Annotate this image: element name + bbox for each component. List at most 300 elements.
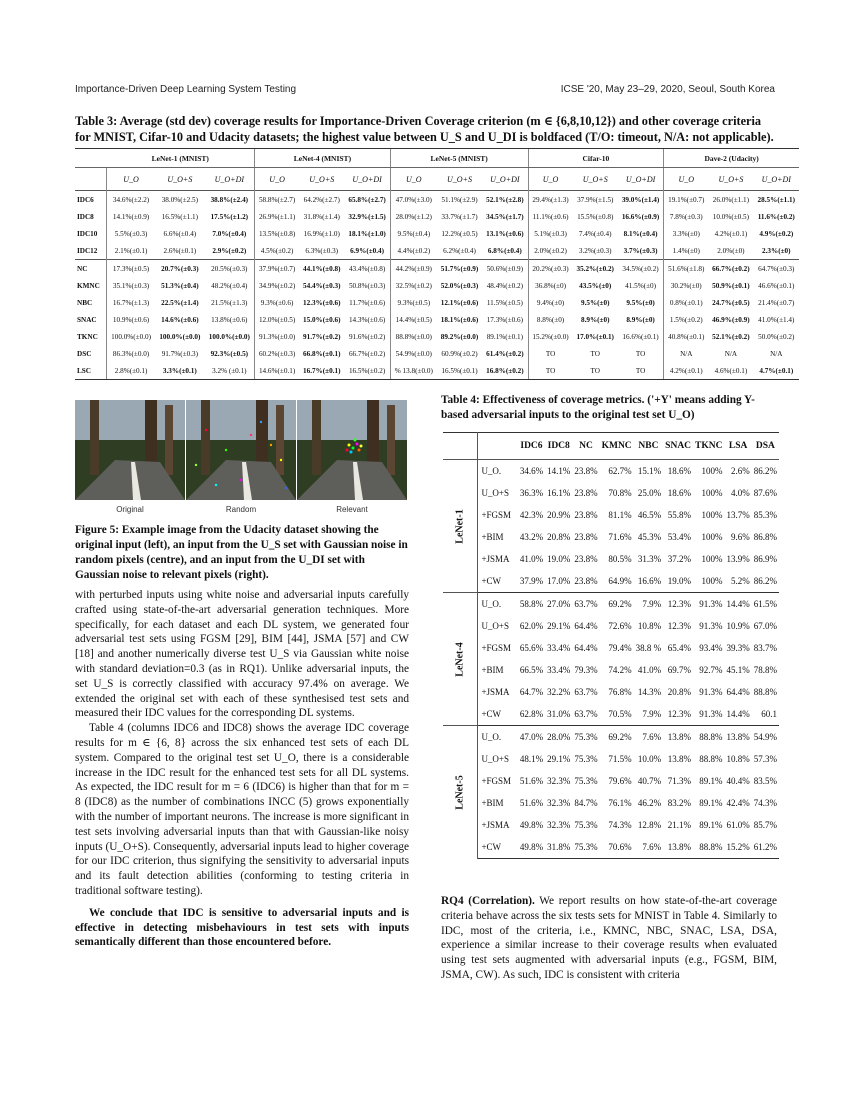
table3-cell: 3.2% (±0.1)	[205, 362, 255, 380]
table3-row-label: NBC	[77, 298, 93, 307]
table4-cell: 29.1%	[547, 754, 571, 764]
table4-cell: 85.7%	[753, 820, 777, 830]
table4-row-label: +BIM	[481, 532, 504, 542]
table4-row-label: +CW	[478, 836, 518, 859]
table4-cell: 91.3%	[699, 621, 723, 631]
table3-cell: 11.7%(±0.6)	[349, 298, 386, 307]
table4-row	[443, 659, 779, 681]
table3-cell: 3.2%(±0.3)	[578, 246, 612, 255]
table3-cell: 16.7%(±1.3)	[107, 294, 156, 311]
table4-cell: 64.4%	[574, 621, 598, 631]
table4-cell: 63.7%	[572, 703, 599, 726]
table3-subheader: U_O+DI	[490, 174, 520, 184]
table3-cell: 64.7%(±0.3)	[754, 260, 799, 278]
table4-row-label: +CW	[478, 703, 518, 726]
table4-cell: 81.1%	[608, 510, 632, 520]
table4-cell: 12.8%	[637, 820, 662, 830]
table4-cell: 10.8%	[726, 754, 750, 764]
table4-cell: 15.1%	[634, 460, 664, 483]
table4-row	[443, 615, 779, 637]
table3-subheader: U_O	[528, 168, 573, 191]
table4-row-label: +CW	[478, 570, 518, 593]
table3-model-header: Cifar-10	[528, 149, 664, 168]
table4-cell: 27.0%	[545, 593, 572, 616]
running-head-left: Importance-Driven Deep Learning System Testing	[75, 84, 297, 95]
table4-row	[443, 792, 779, 814]
table3-cell: 54.4%(±0.3)	[303, 281, 341, 290]
table3-cell: 3.3%(±0)	[664, 225, 709, 242]
table3-cell: 17.3%(±0.6)	[486, 315, 523, 324]
table4-cell: 74.3%	[608, 820, 632, 830]
table4-cell: 13.9%	[726, 554, 750, 564]
table4-cell: 10.8%	[637, 621, 662, 631]
table4-cell: 23.8%	[572, 570, 599, 593]
table4-cell: 86.8%	[753, 532, 777, 542]
table3-cell: 32.9%(±1.5)	[348, 212, 386, 221]
table4-cell: 70.8%	[608, 488, 632, 498]
table4-cell: 31.8%	[545, 836, 572, 859]
table3-row	[75, 260, 799, 278]
table4-row-label: +JSMA	[481, 554, 510, 564]
table3-cell: 8.9%(±0)	[626, 315, 655, 324]
table3-cell: 2.0%(±0)	[717, 246, 745, 255]
table4-col-header: SNAC	[663, 433, 693, 460]
table3-cell: 15.5%(±0.8)	[577, 212, 614, 221]
table4-cell: 46.2%	[637, 798, 662, 808]
table4-row-label: U_O.	[478, 593, 518, 616]
table4-cell: 100%	[693, 460, 724, 483]
table3-cell: 7.0%(±0.4)	[212, 229, 247, 238]
table4-cell: 23.8%	[574, 488, 598, 498]
table4-col-header: TKNC	[693, 433, 724, 460]
table3-row-label: IDC6	[75, 191, 107, 209]
table3-cell: 86.3%(±0.0)	[107, 345, 156, 362]
table4-row-label: +JSMA	[481, 820, 510, 830]
table3-cell: 9.3%(±0.5)	[390, 294, 437, 311]
table4-cell: 48.1%	[519, 754, 544, 764]
table4-cell: 89.1%	[699, 776, 723, 786]
table4-cell: 18.6%	[663, 460, 693, 483]
table3-cell: 1.5%(±0.2)	[664, 311, 709, 328]
table4-cell: 62.0%	[519, 621, 544, 631]
table4-row	[443, 770, 779, 792]
table4-cell: 80.5%	[608, 554, 632, 564]
table4-cell: 7.9%	[634, 593, 664, 616]
table3-cell: 32.5%(±0.2)	[390, 277, 437, 294]
table3-row-label: LSC	[75, 362, 107, 380]
table4-row	[443, 681, 779, 703]
table4-cell: 9.6%	[731, 532, 750, 542]
table3-cell: 91.7%(±0.2)	[303, 332, 341, 341]
table4-cell: 13.8%	[725, 726, 752, 749]
table3-cell: 4.4%(±0.2)	[390, 242, 437, 260]
table3-row-label: TKNC	[77, 332, 98, 341]
table3-cell: 10.0%(±0.5)	[712, 212, 750, 221]
table4-cell: 71.5%	[608, 754, 632, 764]
table3-cell: 17.5%(±1.2)	[210, 212, 249, 221]
table3-cell: 19.1%(±0.7)	[664, 191, 709, 209]
table4-cell: 88.8%	[693, 726, 724, 749]
table4-cell: 88.8%	[699, 754, 723, 764]
table3-cell: 5.1%(±0.3)	[528, 225, 573, 242]
table4-cell: 64.4%	[574, 643, 598, 653]
table4-cell: 12.3%	[667, 621, 692, 631]
table4-cell: 79.6%	[608, 776, 632, 786]
table4-row	[443, 814, 779, 836]
table4-row	[443, 836, 779, 859]
table3-cell: 18.1%(±0.6)	[440, 315, 479, 324]
table4-cell: 15.2%	[725, 836, 752, 859]
table3-cell: 50.9%(±0.1)	[712, 281, 750, 290]
table3-row	[75, 362, 799, 380]
table3-cell: 26.0%(±1.1)	[708, 191, 753, 209]
table4-cell: 74.3%	[753, 798, 777, 808]
table3-cell: 36.8%(±0)	[528, 277, 573, 294]
table3-cell: 52.1%(±0.2)	[712, 332, 750, 341]
paragraph: Table 4 (columns IDC6 and IDC8) shows the average IDC coverage results for m ∈ {6, 8} across the six enhanced test sets of each DL system. Compared to the original test set U_O, there is a considerable increase in the IDC result for the enhanced test sets for all DL systems. As expected, the IDC result for m = 6 (IDC6) is higher than that for m = 8 (IDC8) as the number of combinations INCC (5) grows exponentially with the number of important neurons. The increase is more significant in test sets involving adversarial inputs than that with Gaussian-like noisy inputs (U_O+S). Consequently, adversarial inputs lead to higher coverage for our IDC criterion, thus signifying the sensitivity to adversarial inputs and its fault detection abilities (conforming to testing criteria in traditional software testing).	[75, 722, 409, 897]
table3-cell: 34.9%(±0.2)	[255, 277, 300, 294]
table3-cell: 24.7%(±0.5)	[712, 298, 750, 307]
table3-subheader: U_O	[664, 168, 709, 191]
table4-cell: 37.9%	[518, 570, 545, 593]
table4-cell: 79.3%	[574, 665, 598, 675]
table4-cell: 65.4%	[667, 643, 692, 653]
table3-row	[75, 328, 799, 345]
table3-cell: 20.2%(±0.3)	[528, 260, 573, 278]
table3-cell: 51.1%(±2.9)	[437, 191, 482, 209]
table3-cell: TO	[590, 349, 600, 358]
table4-cell: 16.1%	[547, 488, 571, 498]
table4-cell: 87.6%	[753, 488, 777, 498]
figure5-panel-original	[75, 400, 185, 500]
table4-cell: 51.6%	[519, 776, 544, 786]
table3-cell: 18.1%(±1.0)	[348, 229, 386, 238]
table3-cell: TO	[618, 362, 664, 380]
table3-cell: 100.0%(±0.0)	[208, 332, 250, 341]
table3-cell: 13.1%(±0.6)	[486, 229, 524, 238]
table4-cell: 88.8%	[693, 836, 724, 859]
table4-group-label: LeNet-1	[454, 508, 466, 544]
table4-row	[443, 570, 779, 593]
table4-cell: 42.4%	[726, 798, 750, 808]
table4-group-label: LeNet-4	[454, 641, 466, 677]
table4-cell: 62.8%	[518, 703, 545, 726]
table3-cell: 4.7%(±0.1)	[754, 362, 799, 380]
table4-cell: 34.6%	[518, 460, 545, 483]
table3-cell: 14.4%(±0.5)	[390, 311, 437, 328]
table4-cell: 91.3%	[693, 593, 724, 616]
table3-cell: 51.6%(±1.8)	[664, 260, 709, 278]
table3-cell: TO	[528, 362, 573, 380]
table4-cell: 13.8%	[663, 726, 693, 749]
table4-cell: 69.2%	[600, 726, 634, 749]
table4-row-label: +FGSM	[481, 643, 512, 653]
table4-cell: 13.8%	[667, 754, 692, 764]
table4-corner	[443, 433, 478, 460]
table4-cell: 10.9%	[726, 621, 750, 631]
table4-cell: 74.2%	[608, 665, 632, 675]
table3-cell: 91.6%(±0.2)	[348, 332, 386, 341]
table4-cell: 64.9%	[600, 570, 634, 593]
table3-cell: TO	[635, 349, 646, 358]
table4-cell: 75.3%	[572, 726, 599, 749]
table4-cell: 91.3%	[693, 703, 724, 726]
table3-cell: 12.0%(±0.5)	[255, 311, 300, 328]
table3-subheader: U_O+DI	[625, 174, 656, 184]
table3-cell: 38.8%(±2.4)	[205, 191, 255, 209]
table3-cell: 9.5%(±0)	[626, 298, 655, 307]
table3-row	[75, 242, 799, 260]
table4-group-cell	[443, 460, 478, 593]
table3-cell: 11.5%(±0.5)	[486, 298, 523, 307]
table4-cell: 86.2%	[752, 460, 779, 483]
table3-cell: 2.3%(±0)	[762, 246, 791, 255]
table4-cell: 46.5%	[637, 510, 662, 520]
table4-cell: 5.2%	[725, 570, 752, 593]
table3-cell: 20.7%(±0.3)	[155, 260, 204, 278]
table4-cell: 37.2%	[667, 554, 692, 564]
table3-cell: 100.0%(±0.0)	[159, 332, 201, 341]
table4-cell: 78.8%	[753, 665, 777, 675]
table3-cell: 47.0%(±3.0)	[390, 191, 437, 209]
conclusion-paragraph: We conclude that IDC is sensitive to adversarial inputs and is effective in detecting misbehaviours in test sets with inputs semantically different than those encountered before.	[75, 906, 409, 949]
table3-cell: 16.7%(±0.1)	[299, 362, 344, 380]
table4-cell: 89.1%	[699, 820, 723, 830]
table3-cell: 92.3%(±0.5)	[210, 349, 249, 358]
table3-cell: 41.5%(±0)	[625, 281, 657, 290]
table4-cell: 23.8%	[574, 510, 598, 520]
table4-cell: 100%	[701, 532, 723, 542]
table3-cell: % 13.8(±0.0)	[390, 362, 437, 380]
table3-cell: 17.0%(±0.1)	[576, 332, 614, 341]
table4-cell: 14.4%	[725, 703, 752, 726]
table3-subheader: U_O	[390, 168, 437, 191]
table3-row	[75, 208, 799, 225]
table3-cell: 22.5%(±1.4)	[161, 298, 199, 307]
table3-cell: 39.0%(±1.4)	[618, 191, 664, 209]
table3-cell: 21.5%(±1.3)	[211, 298, 248, 307]
table4-cell: 86.9%	[753, 554, 777, 564]
table4-row-label: +FGSM	[481, 776, 512, 786]
table3-cell: 50.8%(±0.3)	[348, 281, 386, 290]
table3-cell: 16.6%(±0.1)	[622, 332, 659, 341]
table4-cell: 51.6%	[519, 798, 544, 808]
table3-row-label: IDC12	[77, 246, 98, 255]
table3-cell: 2.9%(±0.2)	[212, 246, 247, 255]
table4-cell: 100%	[693, 570, 724, 593]
table3-cell: 43.5%(±0)	[579, 281, 612, 290]
table3-cell: 13.5%(±0.8)	[255, 225, 300, 242]
table3-row	[75, 345, 799, 362]
table3-subheader: U_O	[255, 168, 300, 191]
paragraph: with perturbed inputs using white noise and adversarial inputs carefully crafted using state-of-the-art adversarial generation techniques. More specifically, for each dataset and each DL system, we generated four adversarial test sets using FGSM [29], BIM [44], JSMA [57] and CW [18] and another numerically diverse test U_S via Gaussian white noise with standard deviation=0.3 (as in RQ1). Unlike adversarial inputs, the set U_S is correctly classified with accuracy 97.4% on average. We extended the original set with each of these synthesised test sets and measured their IDC values for the corresponding DL systems.	[75, 589, 409, 720]
table4-cell: 43.2%	[519, 532, 544, 542]
table4-cell: 42.3%	[519, 510, 544, 520]
table3-cell: 7.8%(±0.3)	[664, 208, 709, 225]
table4-cell: 60.1	[752, 703, 779, 726]
table3-cell: 34.5%(±1.7)	[486, 212, 524, 221]
table4-cell: 17.0%	[545, 570, 572, 593]
table3-cell: 3.7%(±0.3)	[623, 246, 658, 255]
table4-cell: 41.0%	[519, 554, 544, 564]
table3-row	[75, 191, 799, 209]
table3-cell: 6.2%(±0.4)	[443, 246, 476, 255]
table3-row-label: IDC8	[77, 212, 94, 221]
table3-cell: 12.1%(±0.6)	[440, 298, 479, 307]
table4-cell: 83.7%	[753, 643, 777, 653]
table3-cell: 14.3%(±0.6)	[348, 315, 386, 324]
table3-cell: 88.8%(±0.0)	[390, 328, 437, 345]
table3-cell: 4.2%(±0.1)	[664, 362, 709, 380]
table3-subheader-corner	[75, 168, 107, 191]
table4-cell: 18.6%	[667, 488, 692, 498]
table4-cell: 7.6%	[634, 726, 664, 749]
table3-cell: 2.1%(±0.1)	[107, 242, 156, 260]
table4-cell: 64.7%	[519, 687, 544, 697]
table4-cell: 49.8%	[518, 836, 545, 859]
table4-cell: 72.6%	[608, 621, 632, 631]
table4-cell: 75.3%	[572, 836, 599, 859]
table4-cell: 75.3%	[574, 754, 598, 764]
table4-cell: 83.5%	[753, 776, 777, 786]
table3-cell: 9.3%(±0.6)	[255, 294, 300, 311]
table4-cell: 19.0%	[663, 570, 693, 593]
table3-cell: 54.9%(±0.0)	[390, 345, 437, 362]
table4-row-label: U_O.	[478, 726, 518, 749]
table3-cell: 50.0%(±0.2)	[758, 332, 795, 341]
table4-col-header: LSA	[725, 433, 752, 460]
table3-cell: 46.6%(±0.1)	[758, 281, 795, 290]
table3-cell: 52.1%(±2.8)	[482, 191, 528, 209]
table4-row-label: +BIM	[481, 798, 504, 808]
table4-cell: 23.8%	[572, 460, 599, 483]
table4-corner	[478, 433, 518, 460]
table4-cell: 2.6%	[725, 460, 752, 483]
table3-cell: 16.5%(±0.2)	[344, 362, 390, 380]
table3-subheader: U_O+S	[447, 174, 472, 184]
table4-cell: 71.3%	[667, 776, 692, 786]
table4-group-cell	[443, 726, 478, 859]
table3-cell: 16.5%(±0.1)	[437, 362, 482, 380]
table3-cell: 52.0%(±0.3)	[440, 281, 479, 290]
table4-cell: 89.1%	[699, 798, 723, 808]
table4-cell: 32.3%	[547, 798, 571, 808]
table4-cell: 63.7%	[572, 593, 599, 616]
table3-cell: 8.9%(±0)	[580, 315, 610, 324]
table3-cell: 89.2%(±0.0)	[440, 332, 479, 341]
table4-cell: 19.0%	[547, 554, 571, 564]
table3-cell: 38.0%(±2.5)	[155, 191, 204, 209]
table4-cell: 66.5%	[519, 665, 544, 675]
table3	[75, 148, 799, 380]
table3-row	[75, 294, 799, 311]
table4-cell: 33.4%	[547, 643, 571, 653]
table3-cell: 28.0%(±1.2)	[390, 208, 437, 225]
table3-cell: 44.1%(±0.8)	[299, 260, 344, 278]
table4-col-header: IDC8	[545, 433, 572, 460]
table4-cell: 32.3%	[547, 776, 571, 786]
table4-cell: 47.0%	[518, 726, 545, 749]
figure5-label-relevant: Relevant	[336, 505, 368, 514]
table4-cell: 69.7%	[667, 665, 692, 675]
table3-cell: 28.5%(±1.1)	[754, 191, 799, 209]
table4-cell: 100%	[701, 510, 723, 520]
table3-model-header: LeNet-1 (MNIST)	[107, 149, 255, 168]
table3-cell: 15.0%(±0.6)	[303, 315, 341, 324]
table3-cell: 14.1%(±0.9)	[107, 208, 156, 225]
table3-model-header: LeNet-5 (MNIST)	[390, 149, 528, 168]
table4-cell: 75.3%	[574, 776, 598, 786]
table4-cell: 4.0%	[731, 488, 750, 498]
table3-cell: 37.9%(±1.5)	[573, 191, 618, 209]
table4-row	[443, 460, 779, 483]
table4-row	[443, 637, 779, 659]
table3-row-label: IDC10	[77, 229, 98, 238]
table3-model-header: Dave-2 (Udacity)	[664, 149, 799, 168]
table4-cell: 88.8%	[753, 687, 777, 697]
table3-caption: Table 3: Average (std dev) coverage results for Importance-Driven Coverage criterion (m ∈ {6,8,10,12}) and other coverage criteria for MNIST, Cifar-10 and Udacity datasets; the highest value between U_S and U_DI is boldfaced (T/O: timeout, N/A: not applicable).	[75, 114, 774, 144]
table4-cell: 53.4%	[667, 532, 692, 542]
table3-model-header: LeNet-4 (MNIST)	[255, 149, 391, 168]
table3-cell: N/A	[770, 349, 783, 358]
table4-cell: 79.4%	[608, 643, 632, 653]
table3-row	[75, 311, 799, 328]
table4-row	[443, 748, 779, 770]
table4-group-cell	[443, 593, 478, 726]
table4-cell: 28.0%	[545, 726, 572, 749]
table4-col-header: KMNC	[600, 433, 634, 460]
table4-cell: 49.8%	[519, 820, 544, 830]
table3-cell: 14.6%(±0.1)	[255, 362, 300, 380]
table4-cell: 16.6%	[634, 570, 664, 593]
table4-cell: 31.0%	[545, 703, 572, 726]
table4-cell: 62.7%	[600, 460, 634, 483]
table3-cell: 15.2%(±0.0)	[528, 328, 573, 345]
table3-cell: 26.9%(±1.1)	[255, 208, 300, 225]
table4-row	[443, 504, 779, 526]
table3-row	[75, 225, 799, 242]
table3-cell: 58.8%(±2.7)	[255, 191, 300, 209]
table4-row	[443, 526, 779, 548]
table4-col-header: NC	[572, 433, 599, 460]
figure5-image	[75, 400, 407, 518]
table4-row-label: +BIM	[481, 665, 504, 675]
table4-row	[443, 482, 779, 504]
table3-subheader: U_O+S	[582, 174, 608, 184]
table4-row-label: +FGSM	[481, 510, 512, 520]
table4-cell: 32.2%	[547, 687, 571, 697]
table4-cell: 32.3%	[547, 820, 571, 830]
figure5-label-original: Original	[116, 505, 144, 514]
table4-cell: 7.6%	[634, 836, 664, 859]
table4-cell: 91.3%	[699, 687, 723, 697]
table4-cell: 76.1%	[608, 798, 632, 808]
table3-cell: 50.6%(±0.9)	[482, 260, 528, 278]
table4-cell: 21.1%	[667, 820, 692, 830]
table4-cell: 25.0%	[637, 488, 662, 498]
table3-cell: 34.5%(±0.2)	[618, 260, 664, 278]
left-column-text	[75, 588, 409, 950]
table4-caption: Table 4: Effectiveness of coverage metrics. ('+Y' means adding Y-based adversarial inputs to the original test set U_O)	[441, 394, 755, 421]
table4-row	[443, 726, 779, 749]
table4-cell: 14.4%	[725, 593, 752, 616]
table4-cell: 61.2%	[752, 836, 779, 859]
table4-row-label: U_O+S	[481, 754, 510, 764]
table4-row	[443, 703, 779, 726]
right-column-text	[441, 894, 777, 983]
table3-cell: 66.7%(±0.2)	[708, 260, 753, 278]
table3-cell: 9.5%(±0)	[580, 298, 610, 307]
